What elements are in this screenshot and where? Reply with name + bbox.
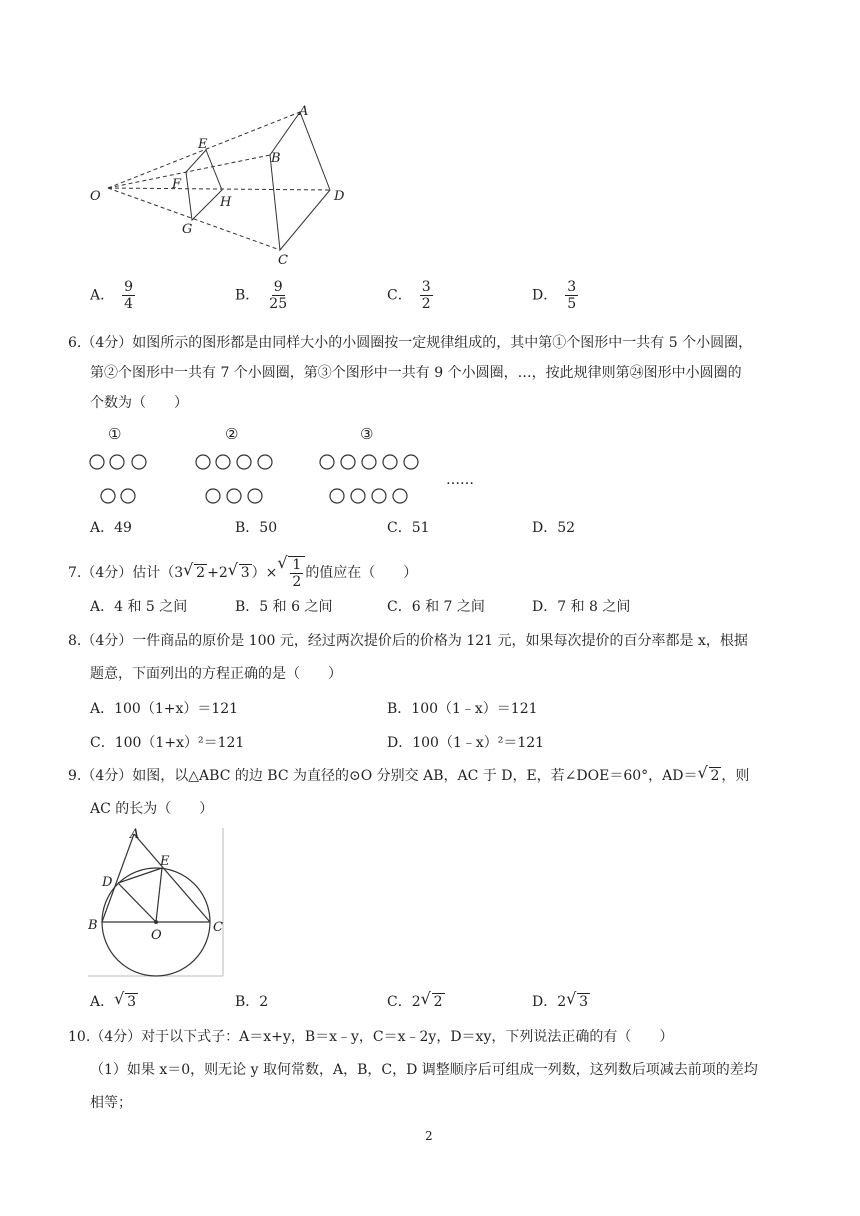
q10-line-1: 10.（4分）对于以下式子：A＝x+y，B＝x﹣y，C＝x﹣2y，D＝xy，下列说法正确的有（ ）: [68, 1029, 674, 1045]
fig9-label-C: C: [213, 920, 223, 935]
pattern-label-2: ②: [225, 425, 239, 443]
q9-option-c: C．2√ 2: [387, 992, 445, 1012]
label-B: B: [271, 151, 281, 166]
circle-triangle-figure: [88, 828, 226, 978]
fig9-label-O: O: [151, 928, 162, 943]
q6-option-b: B．50: [235, 520, 278, 536]
q8-option-c: C．100（1+x）²＝121: [90, 735, 245, 751]
label-A: A: [299, 104, 309, 119]
label-F: F: [172, 177, 182, 192]
label-D: D: [334, 189, 345, 204]
q9-option-a: A．√ 3: [90, 992, 138, 1012]
fig9-label-E: E: [160, 854, 170, 869]
q8-line-1: 8.（4分）一件商品的原价是 100 元，经过两次提价后的价格为 121 元，如果每次提价的百分率都是 x，根据: [68, 633, 748, 649]
q6-option-a: A．49: [90, 520, 132, 536]
q7-option-c: C．6 和 7 之间: [387, 599, 485, 615]
q6-line-1: 6.（4分）如图所示的图形都是由同样大小的小圆圈按一定规律组成的，其中第①个图形中一共有 5 个小圆圈，: [68, 335, 753, 351]
q7-option-d: D．7 和 8 之间: [532, 599, 631, 615]
q8-option-b: B．100（1﹣x）＝121: [387, 701, 538, 717]
q8-line-2: 题意，下面列出的方程正确的是（ ）: [90, 666, 342, 682]
label-G: G: [182, 222, 193, 237]
q10-line-3: 相等；: [90, 1095, 132, 1111]
q9-line-2: AC 的长为（ ）: [90, 801, 214, 817]
q5-option-a: A． $\frac{9}{4}$: [90, 279, 134, 312]
label-C: C: [278, 253, 288, 268]
fig9-label-D: D: [102, 875, 113, 890]
label-E: E: [198, 137, 208, 152]
fig9-label-A: A: [130, 828, 140, 842]
label-O: O: [90, 189, 101, 204]
q5-option-b: B． $\frac{9}{25}$: [235, 279, 288, 312]
q6-line-3: 个数为（ ）: [90, 395, 188, 411]
q7-option-b: B．5 和 6 之间: [235, 599, 333, 615]
q9-option-d: D．2√ 3: [532, 992, 590, 1012]
pattern-ellipsis: ……: [446, 472, 474, 488]
q5-option-c: C． $\frac{3}{2}$: [387, 279, 431, 312]
q6-line-2: 第②个图形中一共有 7 个小圆圈，第③个图形中一共有 9 个小圆圈，…，按此规律则第㉔图形中小圆圈的: [90, 365, 742, 381]
q9-line-1: 9.（4分）如图，以△ABC 的边 BC 为直径的⊙O 分别交 AB，AC 于 D，E，若∠DOE＝60°，AD＝√ 2 ，则: [68, 766, 749, 786]
label-H: H: [220, 195, 232, 210]
q10-line-2: （1）如果 x＝0，则无论 y 取何常数，A，B，C，D 调整顺序后可组成一列数，这列数后项减去前项的差均: [90, 1062, 758, 1078]
pattern-label-3: ③: [360, 425, 374, 443]
q9-option-b: B．2: [235, 994, 269, 1010]
q6-option-d: D．52: [532, 520, 576, 536]
q5-option-d: D． $\frac{3}{5}$: [532, 279, 577, 312]
fig9-label-B: B: [88, 918, 98, 933]
pattern-label-1: ①: [108, 425, 122, 443]
q6-option-c: C．51: [387, 520, 430, 536]
q8-option-d: D．100（1﹣x）²＝121: [387, 735, 545, 751]
q7-stem: 7.（4分）估计（3√ 2 +2√ 3 ）× √ $\frac{1}{2}$ 的值应在（ ）: [68, 556, 417, 590]
q7-option-a: A．4 和 5 之间: [90, 599, 188, 615]
circle-pattern-figure: [80, 420, 500, 510]
q8-option-a: A．100（1+x）＝121: [90, 701, 239, 717]
homothety-figure: [80, 100, 360, 270]
page-number: 2: [425, 1129, 433, 1143]
